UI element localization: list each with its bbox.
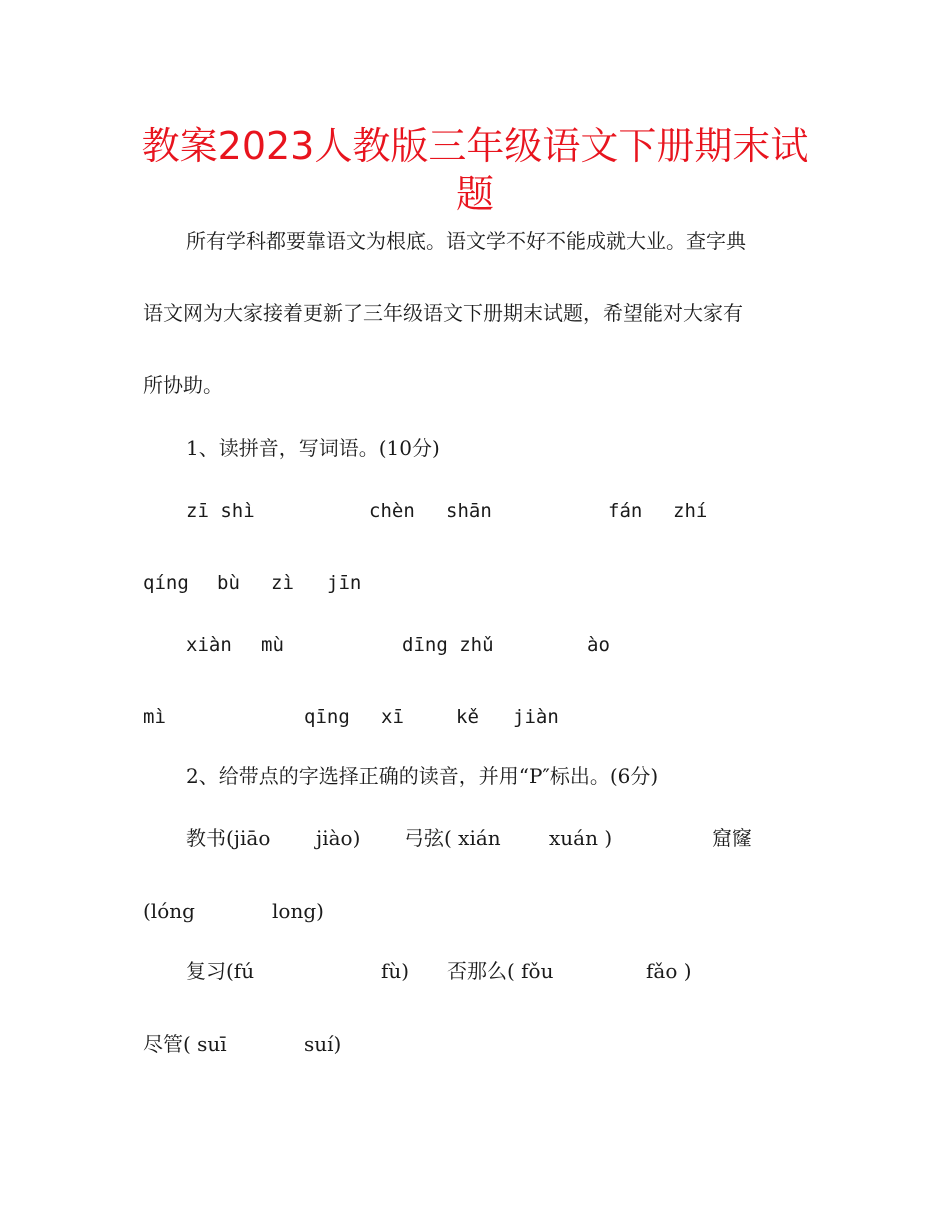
q1-heading: 1、读拼音，写词语。(10分) — [186, 436, 440, 460]
q2-option: jiào) — [316, 826, 361, 850]
pinyin-item: mì — [143, 706, 166, 728]
pinyin-item: xī — [381, 706, 404, 728]
pinyin-item: chèn — [369, 500, 415, 522]
pinyin-item: zī shì — [186, 500, 255, 522]
intro-line-1: 所有学科都要靠语文为根底。语文学不好不能成就大业。查字典 — [186, 229, 746, 253]
q2-option: 否那么( fǒu — [447, 959, 554, 983]
doc-title-line2: 题 — [455, 172, 494, 216]
pinyin-item: qíng — [143, 572, 189, 594]
q2-option: fǎo ) — [646, 959, 692, 983]
pinyin-item: xiàn — [186, 634, 232, 656]
q2-heading: 2、给带点的字选择正确的读音，并用“P″标出。(6分) — [186, 764, 659, 788]
pinyin-item: mù — [261, 634, 284, 656]
pinyin-item: shān — [446, 500, 492, 522]
q2-option: 教书(jiāo — [186, 826, 271, 850]
pinyin-item: zhí — [673, 500, 708, 522]
pinyin-item: kě — [456, 706, 479, 728]
q2-option: suí) — [304, 1032, 342, 1056]
q2-option: 尽管( suī — [143, 1032, 227, 1056]
pinyin-item: ào — [587, 634, 610, 656]
q2-option: 弓弦( xián — [404, 826, 501, 850]
pinyin-item: fán — [608, 500, 643, 522]
intro-line-2: 语文网为大家接着更新了三年级语文下册期末试题，希望能对大家有 — [143, 301, 743, 325]
q2-option: (lóng — [143, 899, 195, 923]
q2-option: long) — [272, 899, 324, 923]
pinyin-item: zì — [271, 572, 294, 594]
pinyin-item: bù — [217, 572, 240, 594]
doc-title-line1: 教案2023人教版三年级语文下册期末试 — [141, 124, 809, 168]
q2-option: xuán ) — [549, 826, 613, 850]
q2-option: fù) — [381, 959, 410, 983]
q2-option: 复习(fú — [186, 959, 255, 983]
q2-option: 窟窿 — [712, 826, 752, 850]
pinyin-item: dīng zhǔ — [402, 634, 494, 656]
pinyin-item: jīn — [327, 572, 362, 594]
pinyin-item: qīng — [304, 706, 350, 728]
pinyin-item: jiàn — [513, 706, 559, 728]
intro-line-3: 所协助。 — [143, 373, 223, 397]
